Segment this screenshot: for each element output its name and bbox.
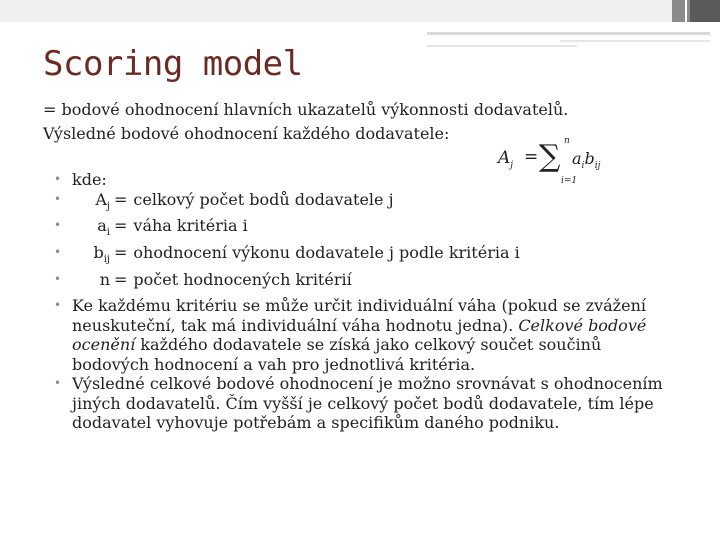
top-bar-light xyxy=(0,0,690,22)
def-symbol-sub: j xyxy=(106,200,110,212)
formula-lhs xyxy=(498,148,513,170)
slide-title: Scoring model xyxy=(43,44,303,84)
decor-rule xyxy=(560,40,710,42)
bullet-list xyxy=(52,170,672,433)
para1-end: každého dodavatele se získá jako celkový součet součinů bodových hodnocení a vah pro jednotlivá kritéria. xyxy=(72,335,602,374)
formula-a-sub: i xyxy=(581,161,585,172)
def-symbol-base: a xyxy=(97,216,107,236)
formula-b: b xyxy=(584,149,595,168)
paragraph-comparison xyxy=(52,374,672,433)
decor-rule xyxy=(427,32,710,35)
kde-label: kde: xyxy=(72,170,107,189)
definition-item xyxy=(52,243,672,270)
intro-line-2: Výsledné bodové ohodnocení každého dodavatele: xyxy=(43,124,450,143)
def-symbol-base: b xyxy=(93,242,104,262)
formula-rhs xyxy=(572,149,600,171)
para2-text: Výsledné celkové bodové ohodnocení je možno srovnávat s ohodnocením jiných dodavatelů. Čím vyšší je celkový počet bodů dodavatele, tím lépe dodavatel vyhovuje potřebám a specifikům daného podniku. xyxy=(72,374,663,433)
def-text: ohodnocení výkonu dodavatele j podle kritéria i xyxy=(133,242,520,262)
definition-item xyxy=(52,190,672,217)
formula-equals: = xyxy=(524,147,539,167)
def-symbol-sub: ij xyxy=(103,254,110,266)
def-symbol xyxy=(72,270,114,297)
def-symbol-base: n xyxy=(99,269,110,289)
def-symbol xyxy=(72,243,114,270)
formula-lhs-base: A xyxy=(498,148,511,168)
formula-b-sub: ij xyxy=(594,161,601,172)
top-bar-separator xyxy=(685,0,687,22)
definition-item xyxy=(52,270,672,297)
formula-sum-symbol: ∑ xyxy=(539,139,561,174)
top-bar-dark-block xyxy=(690,0,720,22)
def-text: váha kritéria i xyxy=(133,216,248,236)
def-equals: = xyxy=(114,189,128,209)
def-symbol xyxy=(72,190,114,217)
def-text: celkový počet bodů dodavatele j xyxy=(133,189,394,209)
top-decoration-bar xyxy=(0,0,720,22)
def-symbol xyxy=(72,216,114,243)
definition-item xyxy=(52,216,672,243)
para1-start: Ke každému kritériu se může určit individuální váha (pokud se zvážení neuskuteční, tak má individuální váha hodnotu jedna). xyxy=(72,296,646,335)
paragraph-weights xyxy=(52,296,672,374)
formula-upper-limit: n xyxy=(564,136,570,146)
bullet-kde xyxy=(52,170,672,190)
def-equals: = xyxy=(114,269,128,289)
formula-a: a xyxy=(572,149,582,168)
intro-line-1: = bodové ohodnocení hlavních ukazatelů výkonnosti dodavatelů. xyxy=(43,100,569,119)
formula-lhs-sub: j xyxy=(510,160,514,171)
top-bar-mid-block xyxy=(672,0,690,22)
decor-rule xyxy=(427,45,577,47)
def-symbol-sub: i xyxy=(106,227,110,239)
def-equals: = xyxy=(114,216,128,236)
formula-lower-limit: i=1 xyxy=(561,176,578,186)
def-symbol-base: A xyxy=(95,189,107,209)
def-equals: = xyxy=(114,242,128,262)
para1-emphasis: Celkové bodové ocenění xyxy=(72,315,647,355)
def-text: počet hodnocených kritérií xyxy=(133,269,352,289)
